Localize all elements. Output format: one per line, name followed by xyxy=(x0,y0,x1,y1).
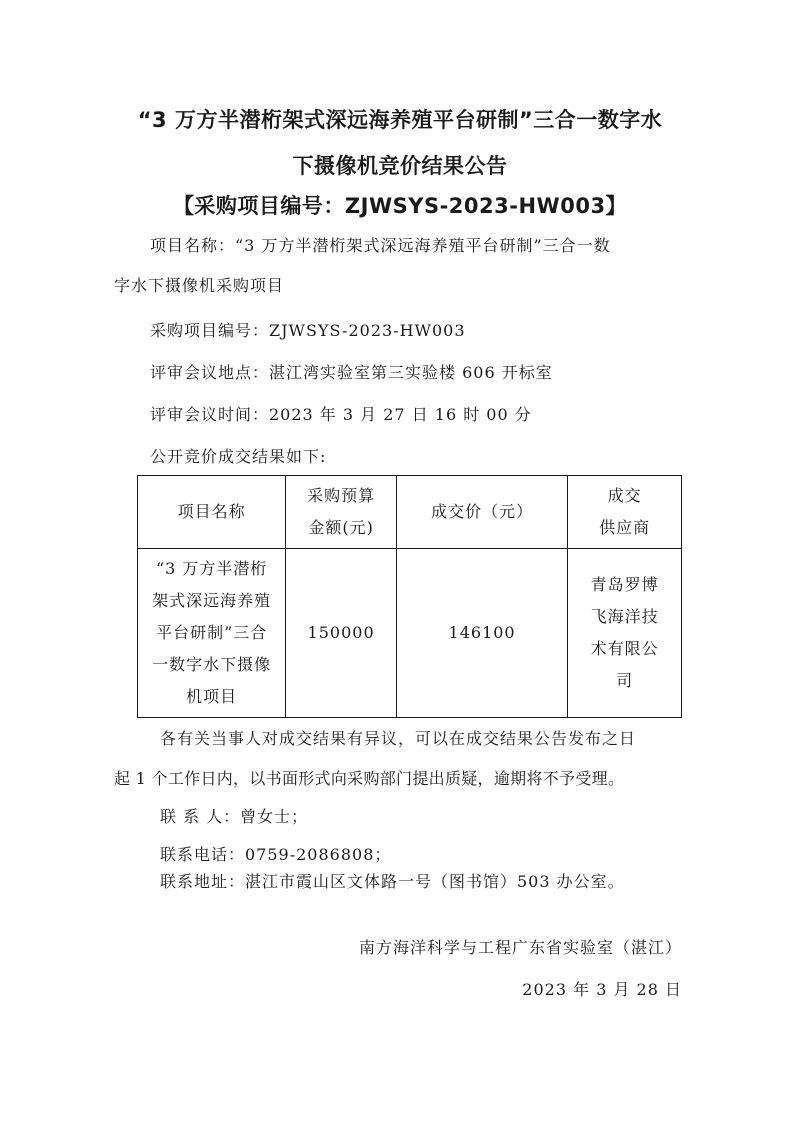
header-supplier-line-1: 成交 xyxy=(607,486,642,505)
cell-supplier-line: 术有限公 xyxy=(590,639,659,658)
header-project-name: 项目名称 xyxy=(138,476,286,549)
cell-supplier-line: 司 xyxy=(616,671,634,690)
cell-project-name-line: 架式深远海养殖 xyxy=(152,591,272,610)
title-line-1: “3 万方半潜桁架式深远海养殖平台研制”三合一数字水 xyxy=(137,108,663,132)
result-table xyxy=(137,475,682,718)
contact-person: 联 系 人：曾女士； xyxy=(160,807,309,826)
meeting-place: 评审会议地点：湛江湾实验室第三实验楼 606 开标室 xyxy=(150,363,553,382)
project-name-line-1: 项目名称：“3 万方半潜桁架式深远海养殖平台研制”三合一数 xyxy=(150,236,611,255)
contact-address: 联系地址：湛江市霞山区文体路一号（图书馆）503 办公室。 xyxy=(160,872,625,891)
contact-phone: 联系电话：0759-2086808； xyxy=(160,845,392,864)
project-number: 采购项目编号：ZJWSYS-2023-HW003 xyxy=(150,321,466,340)
result-intro: 公开竞价成交结果如下: xyxy=(150,447,327,466)
meeting-time: 评审会议时间：2023 年 3 月 27 日 16 时 00 分 xyxy=(150,405,532,424)
table-header-row xyxy=(138,476,682,549)
title-line-2: 下摄像机竞价结果公告 xyxy=(292,154,508,178)
cell-supplier-line: 飞海洋技 xyxy=(590,607,659,626)
header-budget-line-2: 金额(元) xyxy=(308,518,374,537)
header-price: 成交价（元） xyxy=(396,476,568,549)
header-supplier-line-2: 供应商 xyxy=(599,518,651,537)
header-supplier xyxy=(568,476,682,549)
cell-project-name-line: 机项目 xyxy=(186,687,238,706)
title-procurement-number: 【采购项目编号：ZJWSYS-2023-HW003】 xyxy=(172,194,628,218)
cell-price: 146100 xyxy=(396,549,568,718)
cell-project-name-line: 一数字水下摄像 xyxy=(152,655,272,674)
signature-date: 2023 年 3 月 28 日 xyxy=(522,980,682,999)
header-budget xyxy=(286,476,396,549)
cell-supplier-line: 青岛罗博 xyxy=(590,575,659,594)
cell-budget: 150000 xyxy=(286,549,396,718)
objection-line-2: 起 1 个工作日内，以书面形式向采购部门提出质疑，逾期将不予受理。 xyxy=(114,769,625,788)
header-budget-line-1: 采购预算 xyxy=(307,486,376,505)
signature-organization: 南方海洋科学与工程广东省实验室（湛江） xyxy=(358,938,682,957)
cell-project-name xyxy=(138,549,286,718)
cell-supplier xyxy=(568,549,682,718)
cell-project-name-line: 平台研制”三合 xyxy=(156,623,268,642)
objection-line-1: 各有关当事人对成交结果有异议，可以在成交结果公告发布之日 xyxy=(160,729,637,748)
project-name-line-2: 字水下摄像机采购项目 xyxy=(114,276,285,295)
cell-project-name-line: “3 万方半潜桁 xyxy=(155,559,268,578)
table-row xyxy=(138,549,682,718)
